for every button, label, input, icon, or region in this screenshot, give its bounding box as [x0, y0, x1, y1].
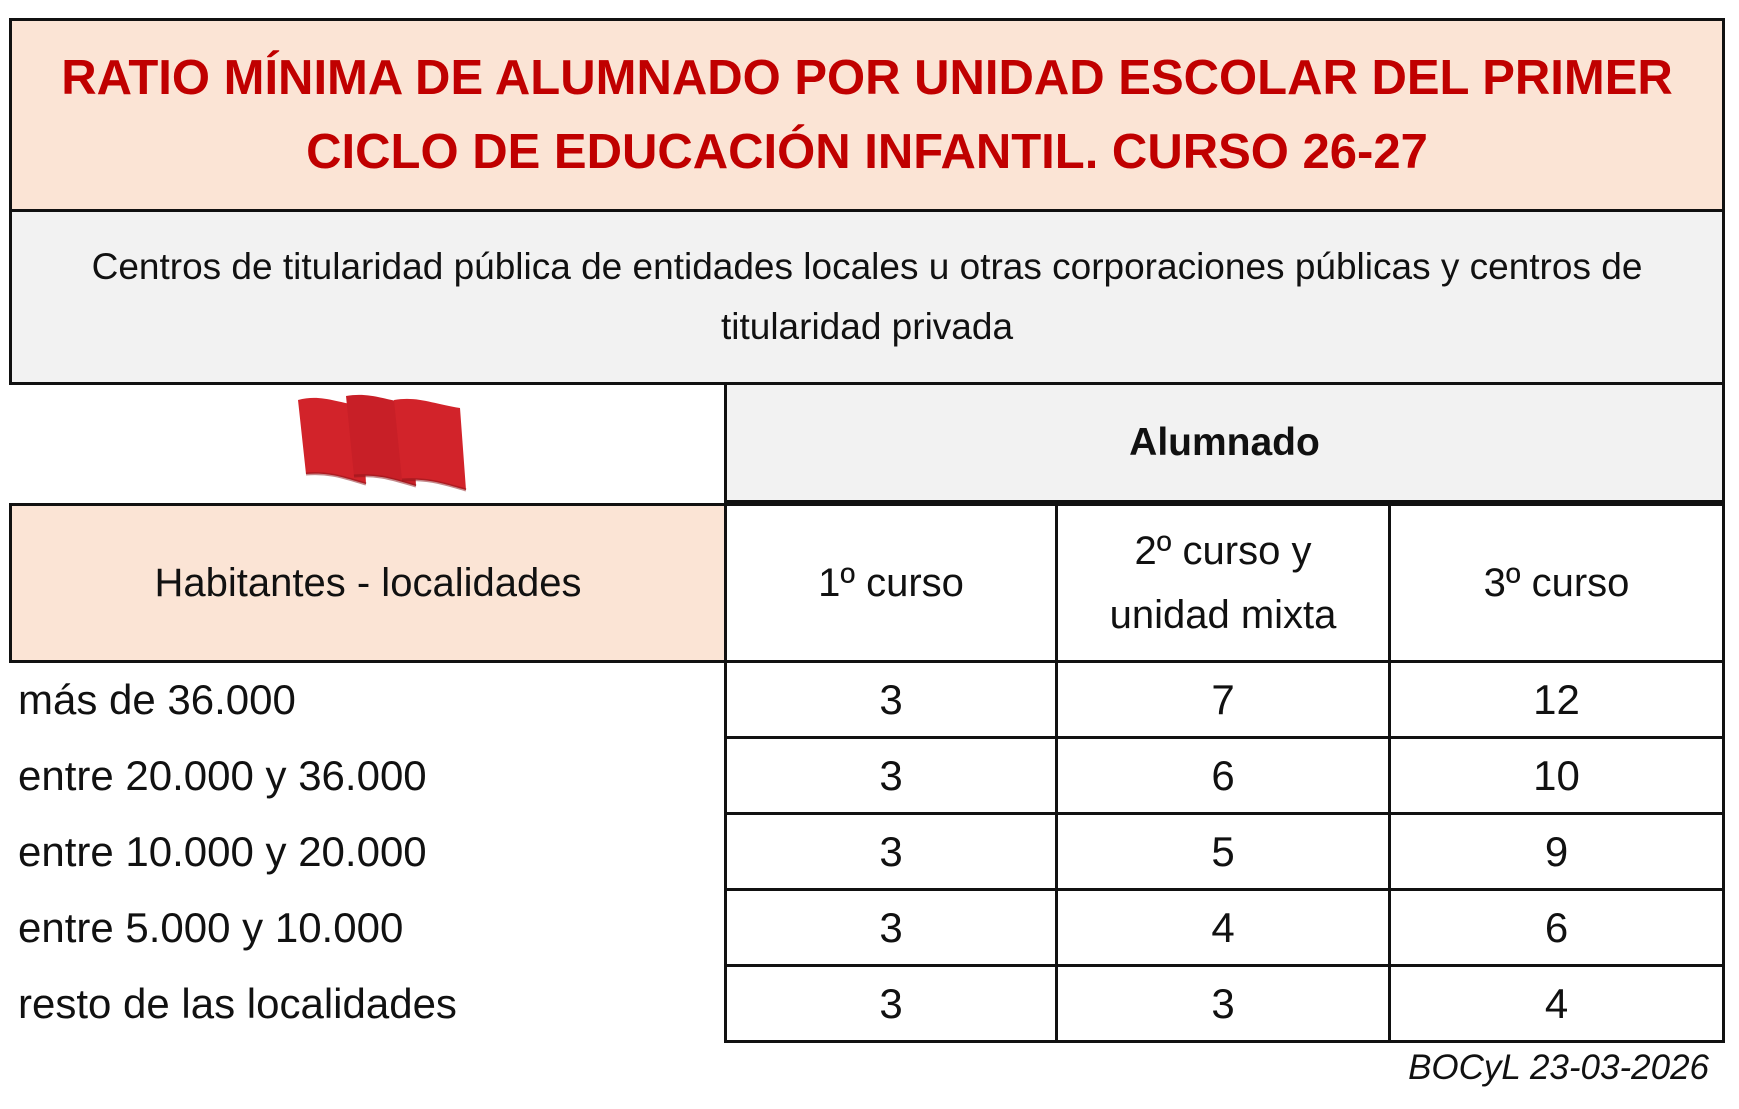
table-cell: 10 — [1388, 736, 1725, 815]
row-label: resto de las localidades — [18, 980, 457, 1027]
table-cell: 7 — [1055, 660, 1391, 739]
title-banner — [9, 18, 1725, 212]
table-cell: 4 — [1388, 964, 1725, 1043]
page-subtitle: Centros de titularidad pública de entidades locales u otras corporaciones públicas y centros de titularidad privada — [91, 246, 1643, 347]
table-cell: 3 — [724, 964, 1058, 1043]
row-label: más de 36.000 — [18, 676, 296, 723]
table-cell: 5 — [1055, 812, 1391, 891]
row-label: entre 10.000 y 20.000 — [18, 828, 427, 875]
table-cell: 6 — [1388, 888, 1725, 967]
column-header-3: 3º curso — [1388, 503, 1725, 663]
table-cell: 3 — [724, 660, 1058, 739]
table-cell: 9 — [1388, 812, 1725, 891]
column-header-1: 1º curso — [724, 503, 1058, 663]
table-cell: 12 — [1388, 660, 1725, 739]
table-cell: 6 — [1055, 736, 1391, 815]
table-cell: 3 — [724, 812, 1058, 891]
alumnado-group-header: Alumnado — [724, 385, 1725, 503]
table-cell: 3 — [724, 888, 1058, 967]
row-label: entre 20.000 y 36.000 — [18, 752, 427, 799]
table-cell: 3 — [1055, 964, 1391, 1043]
row-label: entre 5.000 y 10.000 — [18, 904, 404, 951]
page-title: RATIO MÍNIMA DE ALUMNADO POR UNIDAD ESCOLAR DEL PRIMER CICLO DE EDUCACIÓN INFANTIL. CURSO 26-27 — [61, 51, 1673, 179]
habitantes-column-header: Habitantes - localidades — [9, 503, 724, 663]
subtitle-banner — [9, 212, 1725, 385]
column-header-2-label: 2º curso y unidad mixta — [1109, 529, 1337, 637]
source-citation: BOCyL 23-03-2026 — [1408, 1048, 1709, 1087]
junta-logo-icon — [290, 392, 500, 492]
table-cell: 3 — [724, 736, 1058, 815]
column-header-2 — [1055, 503, 1391, 663]
table-cell: 4 — [1055, 888, 1391, 967]
